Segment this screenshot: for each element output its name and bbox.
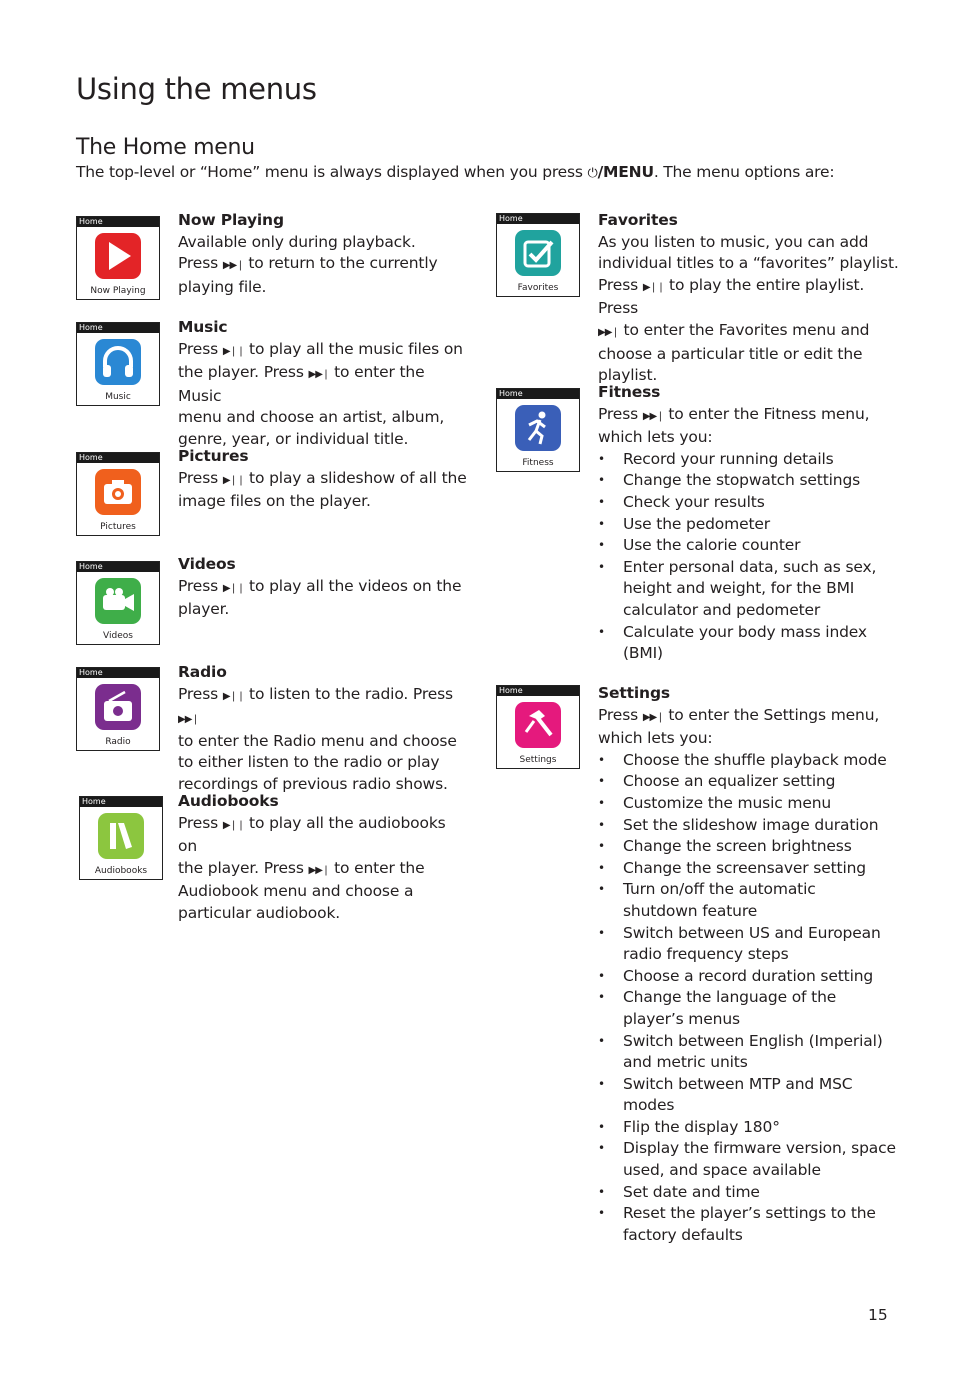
fitness-description <box>598 382 908 665</box>
text-run: Press <box>178 684 223 703</box>
icon-header-bar <box>80 797 162 807</box>
text-run: Press <box>178 468 223 487</box>
text-line: menu and choose an artist, album, <box>178 408 445 427</box>
list-item-line: • Reset the player’s settings to the <box>623 1204 876 1223</box>
now-playing-description <box>178 210 468 298</box>
text-run: the player. Press <box>178 363 309 382</box>
list-item <box>598 535 908 557</box>
text-run: to listen to the radio. Press <box>244 684 453 703</box>
list-item <box>598 879 908 922</box>
list-item-line: • Display the firmware version, space <box>623 1139 896 1158</box>
icon-caption: Now Playing <box>90 286 146 296</box>
list-item-line: and metric units <box>623 1053 748 1072</box>
icon-caption: Fitness <box>522 458 554 468</box>
settings-menu-icon <box>496 685 580 769</box>
list-item-line: height and weight, for the BMI <box>623 579 855 598</box>
text-line <box>598 275 908 320</box>
pictures-menu-icon <box>76 452 160 536</box>
text-line: to enter the Radio menu and choose <box>178 731 457 750</box>
icon-header-label: Home <box>499 389 523 398</box>
list-item <box>598 449 908 471</box>
text-run: to play a slideshow of all the <box>244 468 467 487</box>
icon-header-label: Home <box>499 686 523 695</box>
text-line <box>598 404 908 428</box>
text-line: Available only during playback. <box>178 232 416 251</box>
pictures-title: Pictures <box>178 447 249 465</box>
music-menu-icon <box>76 322 160 406</box>
play-pause-icon: ▶❘❘ <box>222 819 245 831</box>
play-pause-icon: ▶❘❘ <box>222 345 245 357</box>
list-item-line: • Set the slideshow image duration <box>623 815 879 834</box>
text-line: playing file. <box>178 277 267 296</box>
checkmark-icon <box>515 230 561 276</box>
play-pause-icon: ▶❘❘ <box>222 690 245 702</box>
text-line: Audiobook menu and choose a <box>178 882 414 901</box>
text-run: to play all the videos on the <box>244 576 462 595</box>
icon-header-bar <box>77 668 159 678</box>
list-item <box>598 492 908 514</box>
text-run: to enter the Fitness menu, <box>663 404 870 423</box>
text-line <box>178 468 468 492</box>
text-run: to enter the Settings menu, <box>663 705 880 724</box>
section-heading-home-menu: The Home menu <box>76 135 255 160</box>
headphones-icon <box>95 339 141 385</box>
list-item <box>598 1138 908 1181</box>
text-line: which lets you: <box>598 428 713 447</box>
list-item <box>598 793 908 815</box>
fitness-menu-icon <box>496 388 580 472</box>
list-item <box>598 622 908 665</box>
list-item-line: • Switch between English (Imperial) <box>623 1031 883 1050</box>
text-line <box>178 858 468 882</box>
list-item <box>598 771 908 793</box>
list-item-line: radio frequency steps <box>623 945 789 964</box>
list-item-line: • Choose the shuffle playback mode <box>623 750 887 769</box>
icon-header-bar <box>77 562 159 572</box>
audiobooks-menu-icon <box>79 796 163 880</box>
list-item-line: factory defaults <box>623 1225 743 1244</box>
audiobooks-title: Audiobooks <box>178 792 279 810</box>
skip-forward-icon: ▶▶❘ <box>222 260 244 272</box>
list-item-line: used, and space available <box>623 1161 821 1180</box>
icon-caption: Pictures <box>100 522 136 532</box>
text-line <box>178 576 468 600</box>
list-item <box>598 858 908 880</box>
play-pause-icon: ▶❘❘ <box>642 281 665 293</box>
list-item <box>598 1117 908 1139</box>
text-line: particular audiobook. <box>178 903 341 922</box>
text-run: Press <box>178 339 223 358</box>
now-playing-menu-icon <box>76 216 160 300</box>
text-line: genre, year, or individual title. <box>178 429 409 448</box>
list-item-line: player’s menus <box>623 1009 740 1028</box>
audiobooks-description <box>178 791 468 925</box>
favorites-menu-icon <box>496 213 580 297</box>
text-line: playlist. <box>598 366 658 385</box>
favorites-description <box>598 210 908 387</box>
text-line <box>178 253 468 277</box>
icon-caption: Favorites <box>517 283 559 293</box>
text-run: to play all the music files on <box>244 339 463 358</box>
fitness-bullet-list <box>598 449 908 665</box>
list-item <box>598 514 908 536</box>
pictures-description <box>178 446 468 513</box>
icon-caption: Audiobooks <box>94 866 148 876</box>
list-item <box>598 966 908 988</box>
radio-title: Radio <box>178 663 227 681</box>
list-item-line: • Change the screensaver setting <box>623 858 866 877</box>
skip-forward-icon: ▶▶❘ <box>308 369 330 381</box>
text-run: the player. Press <box>178 858 309 877</box>
list-item-line: • Use the calorie counter <box>623 536 801 555</box>
list-item-line: (BMI) <box>623 644 663 663</box>
icon-header-label: Home <box>79 562 103 571</box>
list-item <box>598 750 908 772</box>
list-item-line: • Choose a record duration setting <box>623 966 874 985</box>
text-line: As you listen to music, you can add <box>598 232 869 251</box>
text-run: to return to the currently <box>243 254 438 273</box>
list-item <box>598 1203 908 1246</box>
icon-caption: Videos <box>103 631 133 641</box>
text-run: Press <box>598 705 643 724</box>
list-item <box>598 1074 908 1117</box>
icon-header-bar <box>497 214 579 224</box>
list-item-line: • Calculate your body mass index <box>623 622 867 641</box>
icon-header-label: Home <box>499 214 523 223</box>
menu-key-label: /MENU <box>597 163 654 181</box>
settings-title: Settings <box>598 684 670 702</box>
list-item-line: • Use the pedometer <box>623 514 771 533</box>
intro-text-end: . The menu options are: <box>653 163 835 181</box>
play-icon <box>95 233 141 279</box>
list-item <box>598 470 908 492</box>
text-line <box>598 320 908 344</box>
play-pause-icon: ▶❘❘ <box>222 582 245 594</box>
icon-caption: Radio <box>105 737 131 747</box>
list-item-line: modes <box>623 1096 675 1115</box>
music-title: Music <box>178 318 228 336</box>
icon-header-bar <box>497 686 579 696</box>
text-line <box>178 684 468 731</box>
skip-forward-icon: ▶▶❘ <box>598 326 619 338</box>
icon-header-bar <box>77 323 159 333</box>
settings-bullet-list <box>598 750 908 1247</box>
favorites-title: Favorites <box>598 211 678 229</box>
text-line: image files on the player. <box>178 492 371 511</box>
music-description <box>178 317 468 451</box>
text-line <box>598 705 908 729</box>
list-item <box>598 1182 908 1204</box>
text-run: Press <box>178 254 223 273</box>
intro-paragraph <box>76 163 834 181</box>
text-run: to enter the Favorites menu and <box>618 320 870 339</box>
list-item <box>598 557 908 622</box>
list-item-line: • Customize the music menu <box>623 793 832 812</box>
text-line: recordings of previous radio shows. <box>178 774 448 793</box>
power-icon: ⏻ <box>587 166 598 181</box>
radio-menu-icon <box>76 667 160 751</box>
radio-icon <box>95 684 141 730</box>
list-item <box>598 987 908 1030</box>
skip-forward-icon: ▶▶❘ <box>642 410 664 422</box>
list-item-line: calculator and pedometer <box>623 600 821 619</box>
icon-header-label: Home <box>79 668 103 677</box>
icon-caption: Music <box>105 392 131 402</box>
text-line: individual titles to a “favorites” playlist. <box>598 254 899 273</box>
text-line <box>178 362 468 407</box>
text-line <box>178 339 468 363</box>
text-line <box>178 813 468 858</box>
list-item-line: • Choose an equalizer setting <box>623 772 836 791</box>
list-item-line: • Change the stopwatch settings <box>623 471 861 490</box>
skip-forward-icon: ▶▶❘ <box>178 714 199 726</box>
list-item-line: • Flip the display 180° <box>623 1117 780 1136</box>
page-number: 15 <box>868 1306 888 1324</box>
icon-caption: Settings <box>519 755 557 765</box>
icon-header-bar <box>77 453 159 463</box>
settings-description <box>598 683 908 1246</box>
icon-header-label: Home <box>79 453 103 462</box>
list-item-line: • Change the language of the <box>623 988 837 1007</box>
fitness-title: Fitness <box>598 383 661 401</box>
icon-header-label: Home <box>79 217 103 226</box>
text-line: player. <box>178 600 230 619</box>
text-line: to either listen to the radio or play <box>178 753 440 772</box>
icon-header-bar <box>77 217 159 227</box>
list-item-line: shutdown feature <box>623 901 758 920</box>
text-run: Press <box>598 404 643 423</box>
list-item-line: • Change the screen brightness <box>623 837 852 856</box>
now-playing-title: Now Playing <box>178 211 284 229</box>
page-title: Using the menus <box>76 72 317 106</box>
text-run: to enter the <box>329 858 425 877</box>
runner-icon <box>515 405 561 451</box>
list-item-line: • Set date and time <box>623 1182 760 1201</box>
list-item-line: • Check your results <box>623 492 765 511</box>
book-icon <box>98 813 144 859</box>
list-item-line: • Turn on/off the automatic <box>623 880 816 899</box>
icon-header-label: Home <box>79 323 103 332</box>
play-pause-icon: ▶❘❘ <box>222 474 245 486</box>
text-run: to play all the audiobooks on <box>178 813 446 856</box>
text-line: choose a particular title or edit the <box>598 344 863 363</box>
text-run: Press <box>178 813 223 832</box>
video-camera-icon <box>95 578 141 624</box>
text-run: to enter the Music <box>178 363 425 405</box>
list-item <box>598 1031 908 1074</box>
list-item-line: • Switch between MTP and MSC <box>623 1074 853 1093</box>
videos-title: Videos <box>178 555 236 573</box>
list-item <box>598 815 908 837</box>
camera-icon <box>95 469 141 515</box>
videos-menu-icon <box>76 561 160 645</box>
skip-forward-icon: ▶▶❘ <box>642 711 664 723</box>
list-item-line: • Enter personal data, such as sex, <box>623 557 877 576</box>
icon-header-label: Home <box>82 797 106 806</box>
radio-description <box>178 662 468 796</box>
icon-header-bar <box>497 389 579 399</box>
text-run: to play the entire playlist. Press <box>598 275 865 318</box>
text-line: which lets you: <box>598 729 713 748</box>
list-item <box>598 923 908 966</box>
list-item-line: • Record your running details <box>623 449 834 468</box>
intro-text: The top-level or “Home” menu is always displayed when you press <box>76 163 588 181</box>
hammer-icon <box>515 702 561 748</box>
list-item <box>598 836 908 858</box>
videos-description <box>178 554 468 621</box>
text-run: Press <box>178 576 223 595</box>
skip-forward-icon: ▶▶❘ <box>308 864 330 876</box>
text-run: Press <box>598 275 643 294</box>
list-item-line: • Switch between US and European <box>623 923 881 942</box>
